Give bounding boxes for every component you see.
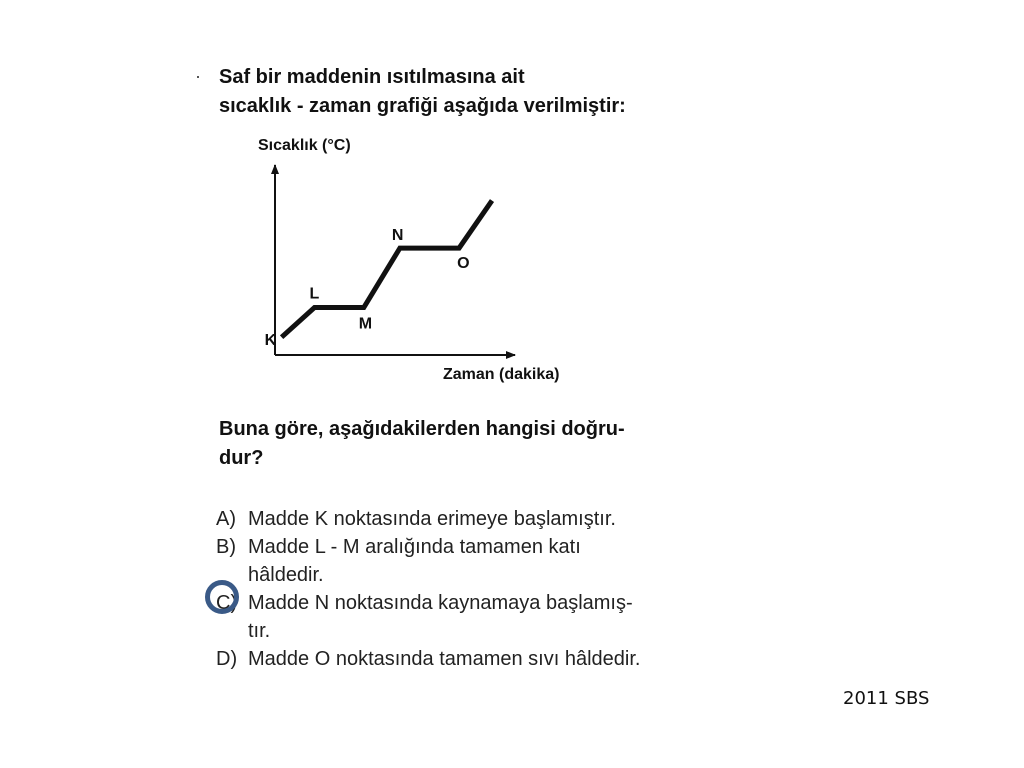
- point-label-m: M: [358, 315, 373, 333]
- source-label: 2011 SBS: [843, 688, 930, 709]
- y-axis-label: Sıcaklık (°C): [258, 137, 351, 154]
- option-b[interactable]: [216, 533, 640, 589]
- option-c[interactable]: [216, 589, 640, 645]
- point-labels: [265, 227, 470, 349]
- option-text: [248, 589, 633, 645]
- option-text: [248, 505, 616, 533]
- option-line: Madde L - M aralığında tamamen katı: [248, 536, 581, 558]
- stray-dot: [197, 76, 199, 78]
- selected-answer-circle: [205, 580, 239, 614]
- question-line-1: Buna göre, aşağıdakilerden hangisi doğru-: [219, 418, 625, 440]
- option-d[interactable]: [216, 645, 640, 673]
- option-a[interactable]: [216, 505, 640, 533]
- point-label-l: L: [309, 285, 320, 303]
- point-label-k: K: [264, 332, 277, 350]
- answer-options: [216, 505, 640, 673]
- option-line: Madde N noktasında kaynamaya başlamış-: [248, 592, 633, 614]
- option-line: tır.: [248, 620, 271, 642]
- x-axis-label: Zaman (dakika): [443, 366, 560, 383]
- option-text: [248, 533, 581, 589]
- option-letter: C): [216, 592, 238, 614]
- option-letter: D): [216, 648, 238, 670]
- intro-line-2: sıcaklık - zaman grafiği aşağıda verilmiştir:: [219, 95, 626, 117]
- option-line: hâldedir.: [248, 564, 324, 586]
- option-letter: A): [216, 508, 236, 530]
- temperature-time-chart: [245, 125, 605, 390]
- point-label-n: N: [391, 227, 404, 245]
- option-text: [248, 645, 640, 673]
- intro-text: [219, 63, 626, 121]
- option-line: Madde K noktasında erimeye başlamıştır.: [248, 508, 616, 530]
- intro-line-1: Saf bir maddenin ısıtılmasına ait: [219, 66, 525, 88]
- point-label-o: O: [457, 255, 470, 273]
- question-line-2: dur?: [219, 447, 264, 469]
- option-letter: B): [216, 536, 236, 558]
- option-line: Madde O noktasında tamamen sıvı hâldedir.: [248, 648, 641, 670]
- question-text: [219, 415, 625, 473]
